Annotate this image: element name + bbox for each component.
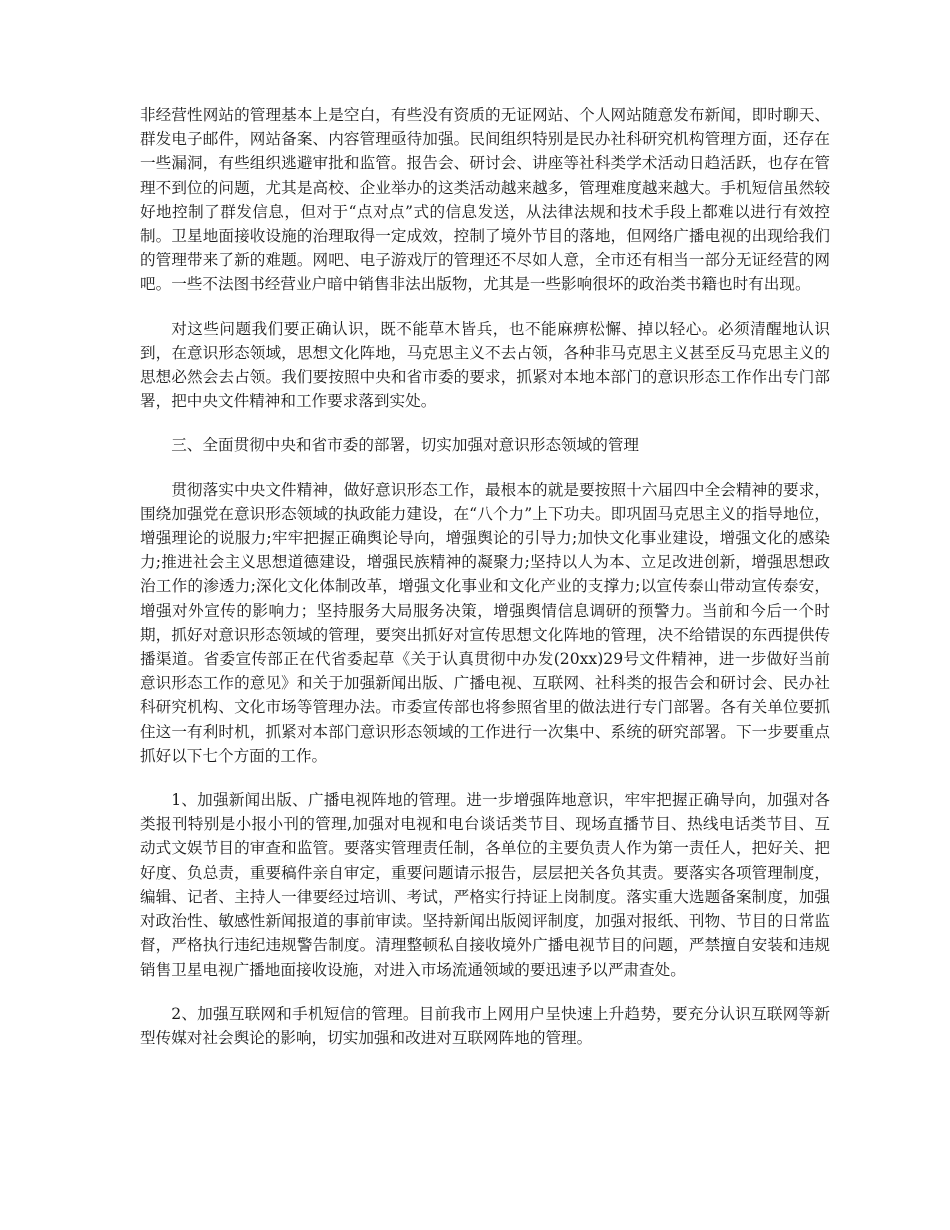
paragraph-web-management: 非经营性网站的管理基本上是空白，有些没有资质的无证网站、个人网站随意发布新闻，即时聊天、群发电子邮件，网站备案、内容管理亟待加强。民间组织特别是民办社科研究机构管理方面，还存在一些漏洞，有些组织逃避审批和监管。报告会、研讨会、讲座等社科类学术活动日趋活跃，也存在管理不到位的问题，尤其是高校、企业举办的这类活动越来越多，管理难度越来越大。手机短信虽然较好地控制了群发信息，但对于“点对点”式的信息发送，从法律法规和技术手段上都难以进行有效控制。卫星地面接收设施的治理取得一定成效，控制了境外节目的落地，但网络广播电视的出现给我们的管理带来了新的难题。网吧、电子游戏厅的管理还不尽如人意，全市还有相当一部分无证经营的网吧。一些不法图书经营业户暗中销售非法出版物，尤其是一些影响很坏的政治类书籍也时有出现。 bbox=[140, 106, 830, 294]
paragraph-item-two-internet-sms: 2、加强互联网和手机短信的管理。目前我市上网用户呈快速上升趋势，要充分认识互联网等新型传媒对社会舆论的影响，切实加强和改进对互联网阵地的管理。 bbox=[140, 1004, 830, 1047]
section-heading-three: 三、全面贯彻中央和省市委的部署，切实加强对意识形态领域的管理 bbox=[171, 436, 640, 455]
paragraph-implement-spirit: 贯彻落实中央文件精神，做好意识形态工作，最根本的就是要按照十六届四中全会精神的要求，围绕加强党在意识形态领域的执政能力建设，在“八个力”上下功夫。即巩固马克思主义的指导地位，增强理论的说服力;牢牢把握正确舆论导向，增强舆论的引导力;加快文化事业建设，增强文化的感染力;推进社会主义思想道德建设，增强民族精神的凝聚力;坚持以人为本、立足改进创新，增强思想政治工作的渗透力;深化文化体制改革，增强文化事业和文化产业的支撑力;以宣传泰山带动宣传泰安，增强对外宣传的影响力；坚持服务大局服务决策，增强舆情信息调研的预警力。当前和今后一个时期，抓好对意识形态领域的管理，要突出抓好对宣传思想文化阵地的管理，决不给错误的东西提供传播渠道。省委宣传部正在代省委起草《关于认真贯彻中办发(20xx)29号文件精神，进一步做好当前意识形态工作的意见》和关于加强新闻出版、广播电视、互联网、社科类的报告会和研讨会、民办社科研究机构、文化市场等管理办法。市委宣传部也将参照省里的做法进行专门部署。各有关单位要抓住这一有利时机，抓紧对本部门意识形态领域的工作进行一次集中、系统的研究部署。下一步要重点抓好以下七个方面的工作。 bbox=[140, 480, 830, 765]
document-body bbox=[140, 103, 830, 1070]
paragraph-item-one-press-broadcast: 1、加强新闻出版、广播电视阵地的管理。进一步增强阵地意识，牢牢把握正确导向，加强对各类报刊特别是小报小刊的管理,加强对电视和电台谈话类节目、现场直播节目、热线电话类节目、互动式文娱节目的审查和监管。要落实管理责任制，各单位的主要负责人作为第一责任人，把好关、把好度、负总责，重要稿件亲自审定，重要问题请示报告，层层把关各负其责。要落实各项管理制度，编辑、记者、主持人一律要经过培训、考试，严格实行持证上岗制度。落实重大选题备案制度，加强对政治性、敏感性新闻报道的事前审读。坚持新闻出版阅评制度，加强对报纸、刊物、节目的日常监督，严格执行违纪违规警告制度。清理整顿私自接收境外广播电视节目的问题，严禁擅自安装和违规销售卫星电视广播地面接收设施，对进入市场流通领域的要迅速予以严肃查处。 bbox=[140, 791, 830, 979]
paragraph-correct-understanding: 对这些问题我们要正确认识，既不能草木皆兵，也不能麻痹松懈、掉以轻心。必须清醒地认识到，在意识形态领域，思想文化阵地，马克思主义不去占领，各种非马克思主义甚至反马克思主义的思想必然会去占领。我们要按照中央和省市委的要求，抓紧对本地本部门的意识形态工作作出专门部署，把中央文件精神和工作要求落到实处。 bbox=[140, 319, 830, 411]
